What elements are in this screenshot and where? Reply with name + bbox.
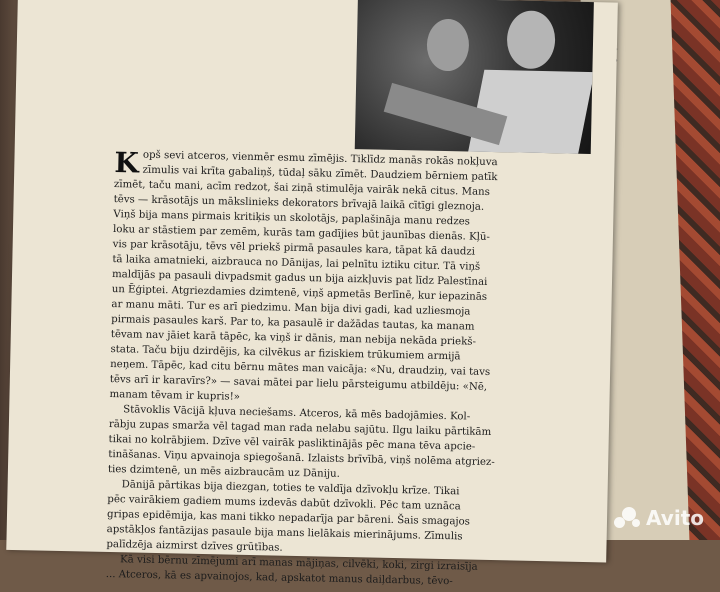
text-line: opš sevi atceros, vienmēr esmu zīmējis. Tiklīdz manās rokās nokļuva [142,149,498,169]
photo-illustration [355,0,594,154]
text-line: tināšanas. Viņu apvainoja spiegošanā. Izlaists brīvībā, viņš nolēma atgriez- [108,448,495,469]
photo-person-woman [426,19,469,72]
text-line: tēvam nav jāiet karā tāpēc, ka viņš ir dānis, man nebija nekāda priekš- [110,329,477,348]
avito-watermark [614,506,704,530]
text-line: tēvs arī ir karavīrs?» — savai mātei par lielu pārsteigumu atbildēju: «Nē, [109,374,488,393]
text-line: pirmais pasaules karš. Par to, ka pasaulē ir dažādas tautas, ka manam [111,314,475,333]
text-line: loku ar stāstiem par zemēm, kurās tam gadījies būt jaunības dienās. Kļū- [112,224,491,243]
text-line: tēvs — krāsotājs un mākslinieks dekorators brīvajā laikā cītīgi gleznoja. [113,194,485,213]
text-line: pēc vairākiem gadiem mums izdevās dabūt dzīvokli. Pēc tam uznāca [107,493,461,513]
text-line: gripas epidēmija, kas mani tikko nepadarīja par bāreni. Šais smagajos [106,508,471,528]
text-line: maldījās pa pasauli divpadsmit gadus un bija aizkļuvis pat līdz Palestīnai [111,269,488,288]
text-line: Kā visi bērnu zīmējumi arī manas mājiņas, cilvēki, koki, zirgi izraisīja [119,554,478,573]
book-page [6,0,618,588]
text-line: vis par krāsotāju, tēvs vēl priekš pirmā pasaules kara, tāpat kā daudzi [112,239,476,258]
avito-text: Avito [646,506,704,530]
avito-logo-icon [614,507,640,529]
drop-cap: K [114,146,140,180]
text-line: tikai no kolrābjiem. Dzīve vēl vairāk pasliktinājās pēc mana tēva apcie- [108,433,476,453]
text-line: stata. Taču biju dzirdējis, ka cilvēkus ar fiziskiem trūkumiem armijā [110,344,461,363]
text-line: manam tēvam ir kupris!» [109,389,241,403]
article-text [106,147,570,591]
text-line: apstākļos fantāzijas pasaule bija mans lielākais mierinājums. Zīmulis [106,523,463,543]
text-line: ties dzimtenē, un mēs aizbraucām uz Dāniju. [107,463,340,480]
text-line: palīdzēja aizmirst dzīves grūtības. [106,538,283,554]
text-line: Stāvoklis Vācijā kļuva neciešams. Atceros, kā mēs badojāmies. Kol- [123,404,471,423]
text-line: tā laika amatnieki, aizbrauca no Dānijas, lai pelnītu iztiku citur. Tā viņš [112,254,481,273]
photo-person-man [506,10,555,69]
text-line: zīmēt, taču mani, acīm redzot, šai ziņā stimulēja vairāk nekā citus. Mans [113,179,490,198]
text-line: rābju zupas smarža vēl tagad man rada nelabu sajūtu. Ilgu laiku pārtikām [108,419,492,439]
text-line: zīmulis vai krīta gabaliņš, tūdaļ sāku zīmēt. Daudziem bērniem patīk [142,164,498,184]
text-line: ar manu māti. Tur es arī piedzimu. Man bija divi gadi, kad uzliesmoja [111,299,471,318]
text-line: ... Atceros, kā es apvainojos, kad, apskatot manus daiļdarbus, tēvo- [105,568,453,588]
text-line: Dānijā pārtikas bija diezgan, toties te valdīja dzīvokļu krīze. Tikai [121,479,460,498]
text-line: Viņš bija mans pirmais kritiķis un skolotājs, paplašināja manu redzes [113,209,470,228]
text-line: un Ēģiptei. Atgriezdamies dzimtenē, viņš apmetās Berlīnē, kur iepazinās [111,284,488,303]
text-line: neņem. Tāpēc, kad citu bērnu mātes man vaicāja: «Nu, draudziņ, vai tavs [110,359,491,378]
